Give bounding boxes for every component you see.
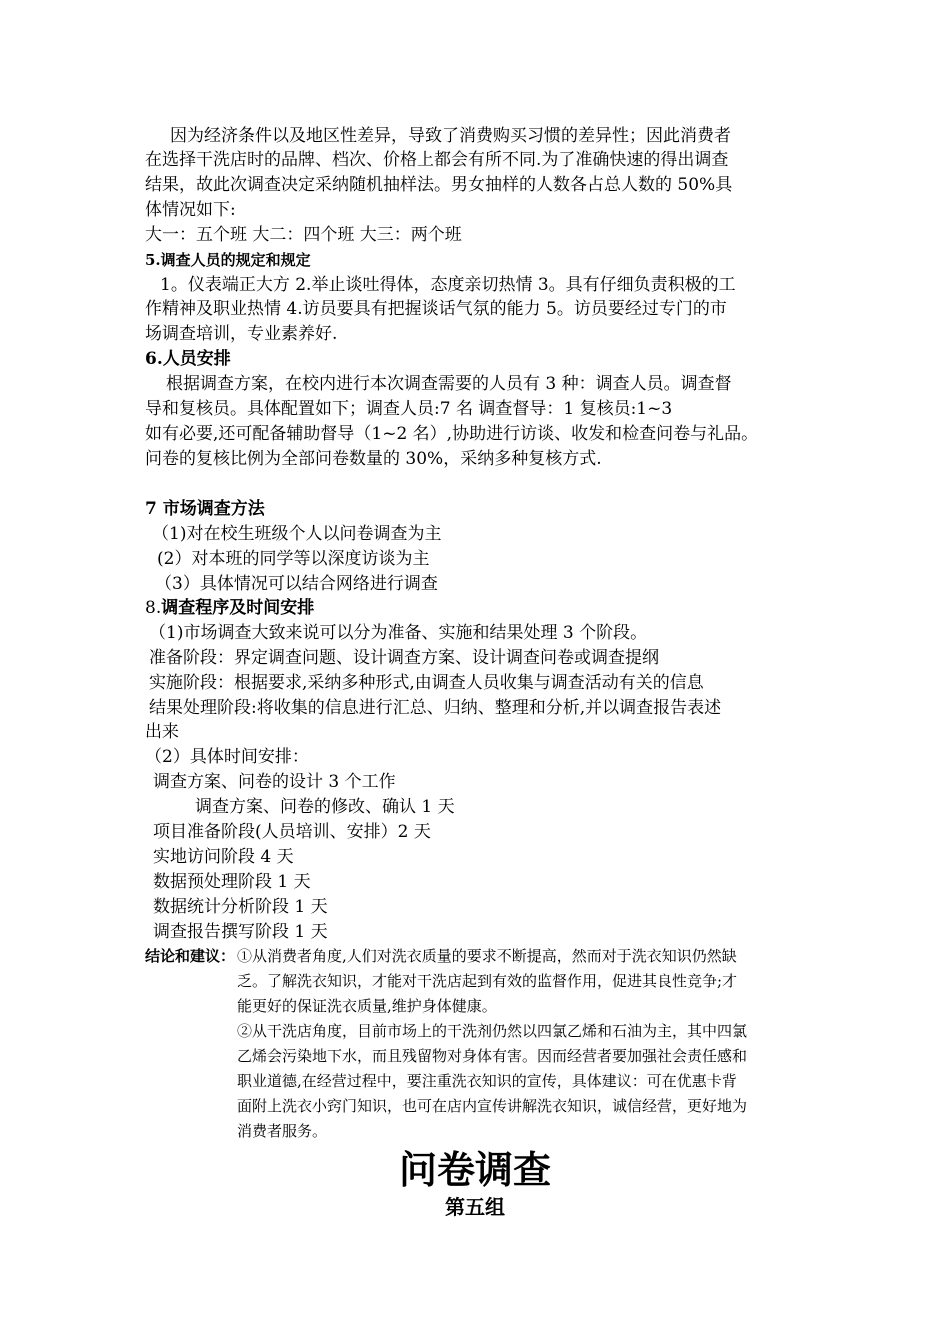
section-8-line-4: 结果处理阶段:将收集的信息进行汇总、归纳、整理和分析,并以调查报告表述 — [149, 698, 722, 718]
section-8-line-5: 出来 — [145, 722, 179, 742]
section-8-heading — [145, 596, 314, 620]
section-7-line-2: (2）对本班的同学等以深度访谈为主 — [157, 549, 430, 569]
conclusion-line-5: 乙烯会污染地下水，而且残留物对身体有害。因而经营者要加强社会责任感和 — [237, 1047, 748, 1065]
section-7-line-3: （3）具体情况可以结合网络进行调查 — [155, 574, 438, 594]
para1-line-3: 结果，故此次调查决定采纳随机抽样法。男女抽样的人数各占总人数的 50%具 — [145, 175, 733, 195]
questionnaire-title: 问卷调查 — [398, 1147, 551, 1192]
section-5-heading: 5.调查人员的规定和规定 — [145, 251, 311, 269]
schedule-item: 调查方案、问卷的修改、确认 1 天 — [195, 797, 455, 817]
schedule-item: 调查方案、问卷的设计 3 个工作 — [153, 772, 396, 792]
section-6-line-2: 导和复核员。具体配置如下；调查人员:7 名 调查督导：1 复核员:1~3 — [145, 399, 673, 419]
section-6-heading: 6.人员安排 — [145, 349, 231, 369]
section-7-line-1: （1)对在校生班级个人以问卷调查为主 — [152, 524, 442, 544]
section-8-line-1: （1)市场调查大致来说可以分为准备、实施和结果处理 3 个阶段。 — [149, 623, 648, 643]
conclusion-line-1: ①从消费者角度,人们对洗衣质量的要求不断提高，然而对于洗衣知识仍然缺 — [237, 947, 737, 965]
section-8-line-2: 准备阶段：界定调查问题、设计调查方案、设计调查问卷或调查提纲 — [149, 648, 659, 668]
schedule-item: 项目准备阶段(人员培训、安排）2 天 — [153, 822, 431, 842]
schedule-item: 调查报告撰写阶段 1 天 — [153, 922, 328, 942]
section-6-line-1: 根据调查方案，在校内进行本次调查需要的人员有 3 种：调查人员。调查督 — [166, 374, 732, 394]
conclusion-line-4: ②从干洗店角度，目前市场上的干洗剂仍然以四氯乙烯和石油为主，其中四氯 — [237, 1022, 748, 1040]
section-8-line-3: 实施阶段：根据要求,采纳多种形式,由调查人员收集与调查活动有关的信息 — [149, 673, 704, 693]
schedule-item: 数据预处理阶段 1 天 — [153, 872, 311, 892]
para1-line-1: 因为经济条件以及地区性差异，导致了消费购买习惯的差异性；因此消费者 — [170, 126, 731, 146]
section-8-title: 调查程序及时间安排 — [161, 598, 315, 618]
section-5-line-1: 1。仪表端正大方 2.举止谈吐得体，态度亲切热情 3。具有仔细负责积极的工 — [160, 275, 736, 295]
section-5-line-3: 场调查培训，专业素养好. — [145, 324, 338, 344]
class-distribution: 大一：五个班 大二：四个班 大三：两个班 — [145, 225, 462, 245]
group-subtitle: 第五组 — [445, 1195, 505, 1219]
conclusion-line-2: 乏。了解洗衣知识，才能对干洗店起到有效的监督作用，促进其良性竞争;才 — [237, 972, 738, 990]
section-6-line-4: 问卷的复核比例为全部问卷数量的 30%，采纳多种复核方式. — [145, 449, 602, 469]
conclusion-line-6: 职业道德,在经营过程中，要注重洗衣知识的宣传，具体建议：可在优惠卡背 — [237, 1072, 737, 1090]
section-7-heading: 7 市场调查方法 — [145, 499, 265, 519]
conclusion-line-8: 消费者服务。 — [237, 1122, 328, 1140]
schedule-item: 实地访问阶段 4 天 — [153, 847, 294, 867]
conclusion-label: 结论和建议： — [145, 947, 236, 965]
para1-line-2: 在选择干洗店时的品牌、档次、价格上都会有所不同.为了准确快速的得出调查 — [145, 150, 729, 170]
schedule-item: 数据统计分析阶段 1 天 — [153, 897, 328, 917]
para1-line-4: 体情况如下: — [145, 200, 236, 220]
section-5-line-2: 作精神及职业热情 4.访员要具有把握谈话气氛的能力 5。访员要经过专门的市 — [145, 299, 727, 319]
section-8-number: 8. — [145, 598, 162, 618]
conclusion-line-7: 面附上洗衣小窍门知识，也可在店内宣传讲解洗衣知识，诚信经营，更好地为 — [237, 1097, 748, 1115]
conclusion-line-3: 能更好的保证洗衣质量,维护身体健康。 — [237, 997, 497, 1015]
section-8-line-6: （2）具体时间安排： — [145, 747, 309, 767]
section-6-line-3: 如有必要,还可配备辅助督导（1~2 名）,协助进行访谈、收发和检查问卷与礼品。 — [145, 424, 759, 444]
